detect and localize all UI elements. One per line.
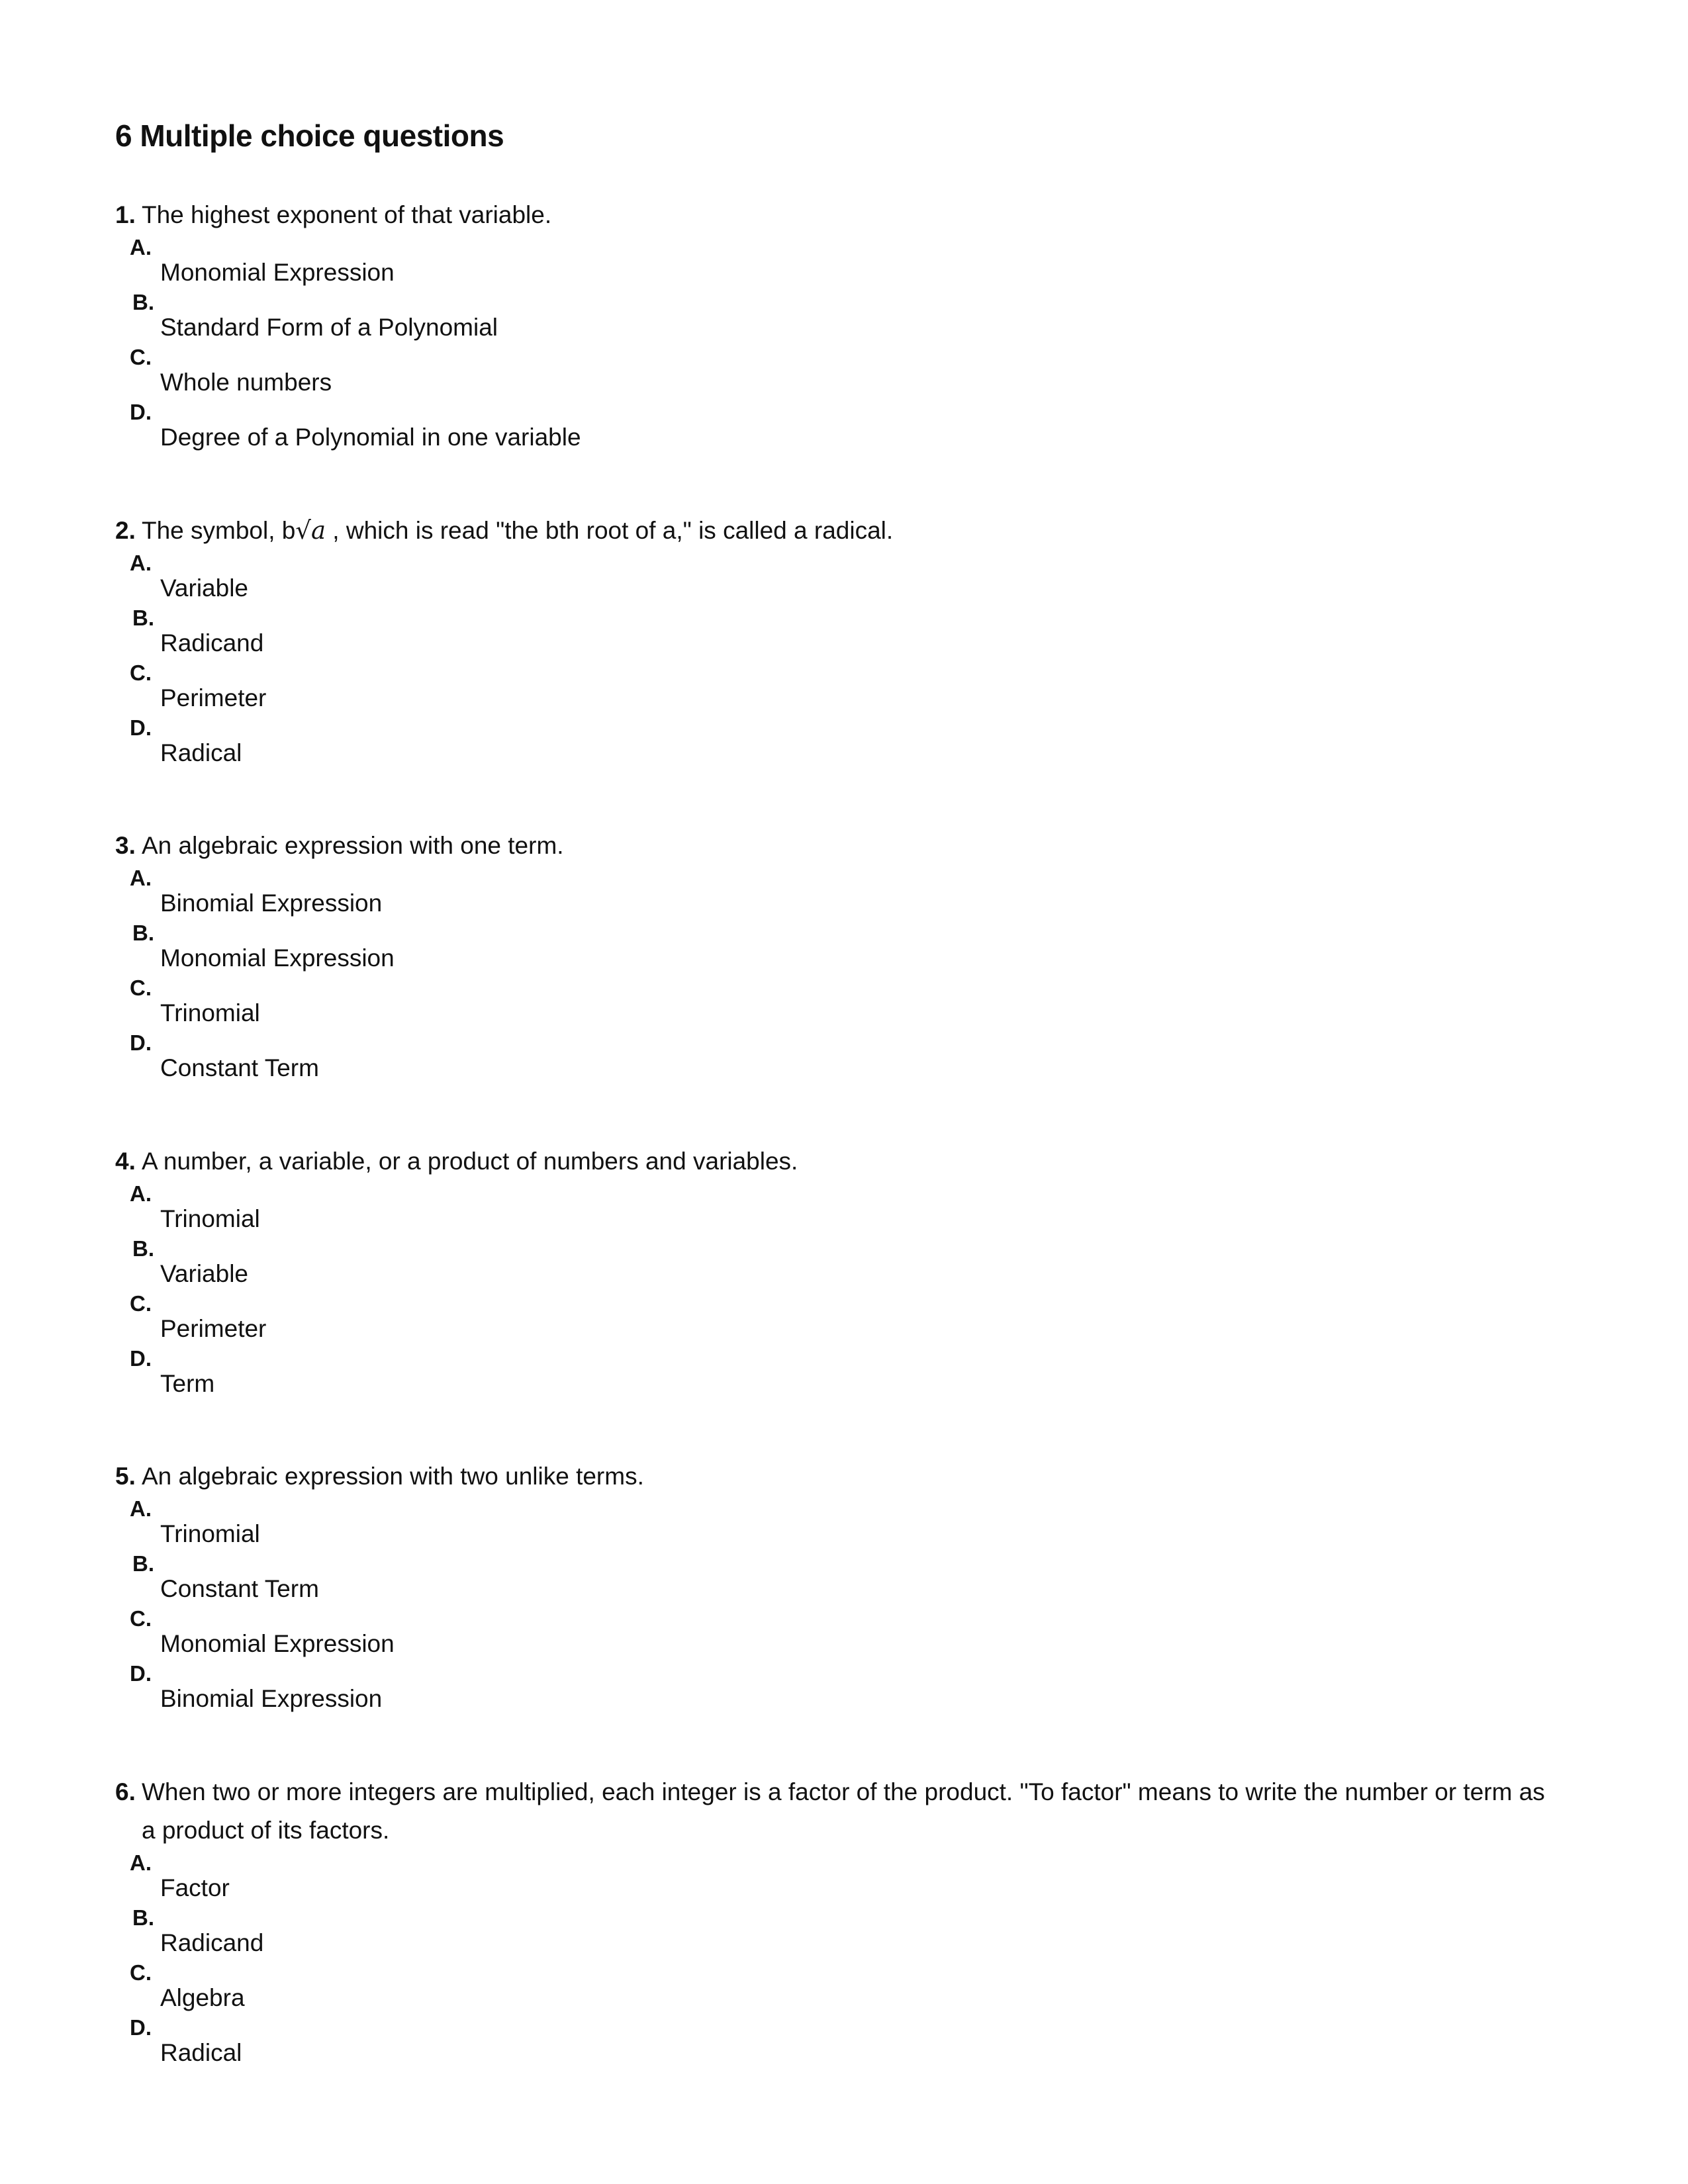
question-stem <box>115 1457 1571 1496</box>
option-b[interactable] <box>115 1236 1571 1291</box>
option-text: Constant Term <box>160 1054 319 1081</box>
question-text: An algebraic expression with two unlike terms. <box>142 1463 644 1490</box>
option-text: Binomial Expression <box>160 1685 383 1712</box>
question-text-suffix: , which is read "the bth root of a," is called a radical. <box>326 517 894 544</box>
option-a[interactable] <box>115 234 1571 289</box>
option-c[interactable] <box>115 975 1571 1030</box>
option-c[interactable] <box>115 1291 1571 1345</box>
option-letter: D. <box>130 1346 152 1371</box>
question-6 <box>115 1773 1571 2070</box>
option-d[interactable] <box>115 1345 1571 1400</box>
option-letter: D. <box>130 1661 152 1686</box>
question-stem <box>115 196 1571 234</box>
option-letter: B. <box>132 1236 154 1261</box>
question-stem <box>115 827 1571 865</box>
option-text: Algebra <box>160 1984 245 2011</box>
option-d[interactable] <box>115 2015 1571 2070</box>
option-letter: B. <box>132 1905 154 1930</box>
option-text: Monomial Expression <box>160 259 395 286</box>
option-letter: C. <box>130 1960 152 1985</box>
option-text: Degree of a Polynomial in one variable <box>160 424 581 451</box>
radical-argument: a <box>310 516 326 545</box>
question-text: An algebraic expression with one term. <box>142 832 564 859</box>
option-letter: A. <box>130 1181 152 1206</box>
option-text: Perimeter <box>160 1315 267 1342</box>
question-3 <box>115 827 1571 1085</box>
option-a[interactable] <box>115 550 1571 605</box>
option-text: Trinomial <box>160 999 260 1026</box>
radical-sign: √ <box>295 516 311 545</box>
option-c[interactable] <box>115 344 1571 399</box>
option-text: Whole numbers <box>160 369 332 396</box>
question-1 <box>115 196 1571 454</box>
option-letter: C. <box>130 1606 152 1631</box>
question-number: 6. <box>115 1778 136 1805</box>
question-number: 4. <box>115 1148 136 1175</box>
option-letter: A. <box>130 866 152 890</box>
option-a[interactable] <box>115 1850 1571 1905</box>
question-text: A number, a variable, or a product of numbers and variables. <box>142 1148 798 1175</box>
question-number: 1. <box>115 201 136 228</box>
option-c[interactable] <box>115 1960 1571 2015</box>
question-stem <box>115 1773 1552 1850</box>
option-letter: D. <box>130 400 152 424</box>
option-a[interactable] <box>115 865 1571 920</box>
option-c[interactable] <box>115 660 1571 715</box>
question-text: The highest exponent of that variable. <box>142 201 552 228</box>
option-d[interactable] <box>115 715 1571 770</box>
option-text: Radicand <box>160 629 264 657</box>
option-letter: D. <box>130 1030 152 1055</box>
option-d[interactable] <box>115 399 1571 454</box>
option-text: Monomial Expression <box>160 944 395 972</box>
option-text: Radical <box>160 739 242 766</box>
option-text: Standard Form of a Polynomial <box>160 314 498 341</box>
option-text: Constant Term <box>160 1575 319 1602</box>
option-text: Term <box>160 1370 215 1397</box>
question-2 <box>115 512 1571 770</box>
option-letter: B. <box>132 606 154 630</box>
option-text: Factor <box>160 1874 230 1901</box>
option-letter: C. <box>130 976 152 1000</box>
option-text: Variable <box>160 1260 249 1287</box>
option-letter: A. <box>130 1496 152 1521</box>
option-letter: C. <box>130 345 152 369</box>
question-number: 5. <box>115 1463 136 1490</box>
option-letter: D. <box>130 2015 152 2040</box>
option-text: Binomial Expression <box>160 889 383 917</box>
question-stem <box>115 512 1571 550</box>
question-text-prefix: The symbol, b <box>142 517 296 544</box>
option-b[interactable] <box>115 920 1571 975</box>
option-text: Variable <box>160 574 249 602</box>
option-letter: B. <box>132 1551 154 1576</box>
option-letter: C. <box>130 1291 152 1316</box>
question-4 <box>115 1142 1571 1400</box>
option-letter: A. <box>130 1850 152 1875</box>
option-a[interactable] <box>115 1181 1571 1236</box>
option-letter: D. <box>130 715 152 740</box>
option-text: Trinomial <box>160 1205 260 1232</box>
option-c[interactable] <box>115 1606 1571 1661</box>
option-b[interactable] <box>115 1551 1571 1606</box>
question-number: 2. <box>115 517 136 544</box>
option-text: Perimeter <box>160 684 267 711</box>
option-b[interactable] <box>115 1905 1571 1960</box>
option-letter: C. <box>130 660 152 685</box>
option-letter: A. <box>130 235 152 259</box>
question-5 <box>115 1457 1571 1715</box>
option-b[interactable] <box>115 605 1571 660</box>
option-text: Radicand <box>160 1929 264 1956</box>
option-text: Trinomial <box>160 1520 260 1547</box>
option-letter: B. <box>132 921 154 945</box>
option-text: Radical <box>160 2039 242 2066</box>
option-b[interactable] <box>115 289 1571 344</box>
page-title: 6 Multiple choice questions <box>115 118 504 153</box>
question-text: When two or more integers are multiplied, each integer is a factor of the product. "To factor" means to write the number or term as a product of its factors. <box>142 1778 1545 1844</box>
option-d[interactable] <box>115 1030 1571 1085</box>
question-stem <box>115 1142 1571 1181</box>
option-a[interactable] <box>115 1496 1571 1551</box>
option-text: Monomial Expression <box>160 1630 395 1657</box>
option-letter: A. <box>130 551 152 575</box>
option-d[interactable] <box>115 1661 1571 1715</box>
question-number: 3. <box>115 832 136 859</box>
option-letter: B. <box>132 290 154 314</box>
